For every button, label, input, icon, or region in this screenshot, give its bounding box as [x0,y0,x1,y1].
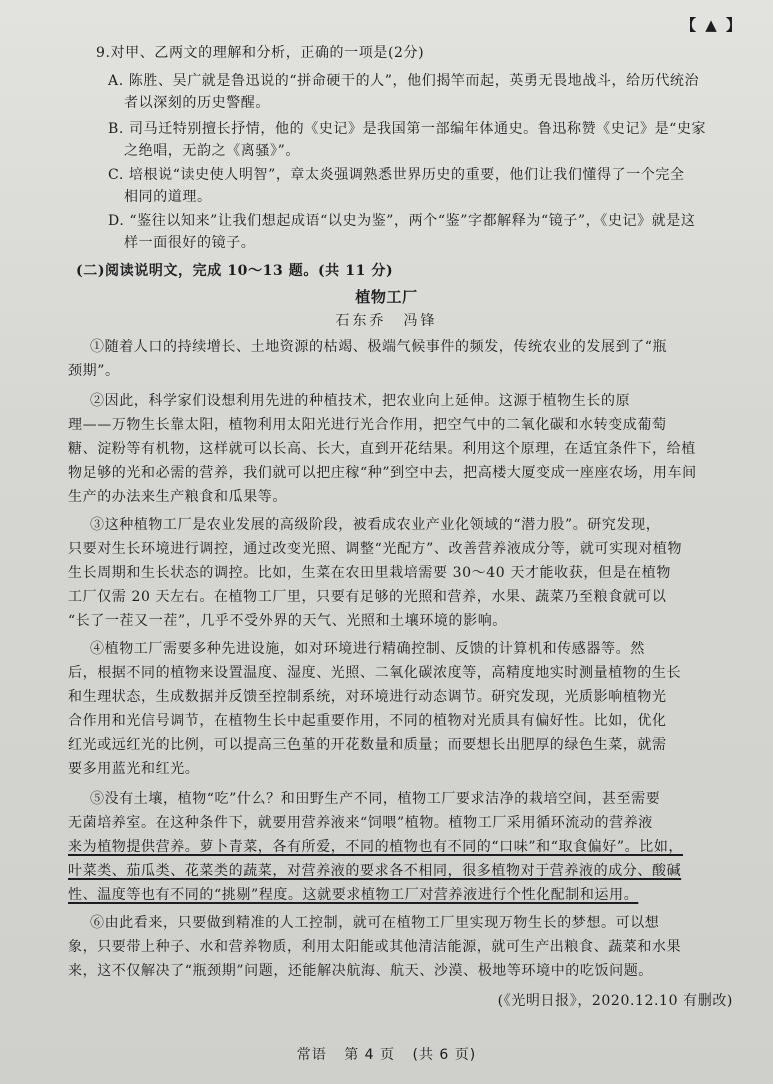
paragraph-3-line-2: 只要对生长环境进行调控，通过改变光照、调整“光配方”、改善营养液成分等，就可实现对植物 [68,541,683,557]
page-footer [0,1044,773,1064]
option-d-line-1: D. “鉴往以知来”让我们想起成语“以史为鉴”，两个“鉴”字都解释为“镜子”，《史记》就是这 [108,213,696,229]
paragraph-3-line-1: ③这种植物工厂是农业发展的高级阶段，被看成农业产业化领域的“潜力股”。研究发现， [90,517,661,533]
paragraph-4-line-4: 合作用和光信号调节，在植物生长中起重要作用，不同的植物对光质具有偏好性。比如，优化 [68,713,667,729]
paragraph-4-line-5: 红光或远红光的比例，可以提高三色堇的开花数量和质量；而要想长出肥厚的绿色生菜，就需 [68,737,667,753]
paragraph-2-line-3: 糖、淀粉等有机物，这样就可以长高、长大，直到开花结果。利用这个原理，在适宜条件下，给植 [68,441,696,457]
paragraph-4-line-1: ④植物工厂需要多种先进设施，如对环境进行精确控制、反馈的计算机和传感器等。然 [90,641,645,657]
paragraph-6-line-3: 来，这不仅解决了“瓶颈期”问题，还能解决航海、航天、沙漠、极地等环境中的吃饭问题。 [68,963,653,979]
corner-badge: 【 ▲ 】 [681,16,743,34]
paragraph-4-line-2: 后，根据不同的植物来设置温度、湿度、光照、二氧化碳浓度等，高精度地实时测量植物的生长 [68,665,682,681]
option-a-line-2: 者以深刻的历史警醒。 [124,95,270,111]
paragraph-5-line-5: 性、温度等也有不同的“挑剔”程度。这就要求植物工厂对营养液进行个性化配制和运用。 [68,887,639,903]
option-c-line-2: 相同的道理。 [124,189,212,205]
article-authors: 石东乔 冯锋 [335,313,438,329]
paragraph-6-line-2: 象，只要带上种子、水和营养物质，利用太阳能或其他清洁能源，就可生产出粮食、蔬菜和水果 [68,939,682,955]
footer-subject: 常语 [296,1047,327,1063]
paragraph-3-line-4: 工厂仅需 20 天左右。在植物工厂里，只要有足够的光照和营养，水果、蔬菜乃至粮食就可以 [68,589,667,605]
paragraph-3-line-3: 生长周期和生长状态的调控。比如，生菜在农田里栽培需要 30～40 天才能收获，但是在植物 [68,565,671,581]
option-b-line-2: 之绝唱，无韵之《离骚》”。 [124,143,300,159]
paragraph-4-line-6: 要多用蓝光和红光。 [68,761,200,777]
paragraph-5-line-3: 来为植物提供营养。萝卜青菜，各有所爱，不同的植物也有不同的“口味”和“取食偏好”。比如， [68,839,684,855]
article-title: 植物工厂 [355,288,418,306]
paragraph-2-line-2: 理——万物生长靠太阳，植物利用太阳光进行光合作用，把空气中的二氧化碳和水转变成葡萄 [68,417,667,433]
paragraph-2-line-1: ②因此，科学家们设想利用先进的种植技术，把农业向上延伸。这源于植物生长的原 [90,393,631,409]
footer-page-number: 第 4 页 [344,1047,396,1063]
paragraph-3-line-5: “长了一茬又一茬”，几乎不受外界的天气、光照和土壤环境的影响。 [68,613,507,629]
footer-total-pages: (共 6 页) [412,1047,477,1063]
question-9-stem: 9.对甲、乙两文的理解和分析，正确的一项是(2分) [96,45,425,61]
paragraph-5-line-2: 无菌培养室。在这种条件下，就要用营养液来“饲喂”植物。植物工厂采用循环流动的营养液 [68,815,653,831]
paragraph-1-line-1: ①随着人口的持续增长、土地资源的枯竭、极端气候事件的频发，传统农业的发展到了“瓶 [90,339,668,355]
article-source: (《光明日报》，2020.12.10 有删改) [497,993,733,1009]
paragraph-5-line-4: 叶菜类、茄瓜类、花菜类的蔬菜，对营养液的要求各不相同，很多植物对于营养液的成分、酸碱 [68,863,682,879]
paragraph-6-line-1: ⑥由此看来，只要做到精准的人工控制，就可在植物工厂里实现万物生长的梦想。可以想 [90,915,660,931]
paragraph-4-line-3: 和生理状态，生成数据并反馈至控制系统，对环境进行动态调节。研究发现，光质影响植物光 [68,689,667,705]
paragraph-2-line-4: 物足够的光和必需的营养，我们就可以把庄稼“种”到空中去，把高楼大厦变成一座座农场，用车间 [68,465,697,481]
option-d-line-2: 样一面很好的镜子。 [124,235,256,251]
paragraph-2-line-5: 生产的办法来生产粮食和瓜果等。 [68,489,287,505]
option-b-line-1: B. 司马迁特别擅长抒情，他的《史记》是我国第一部编年体通史。鲁迅称赞《史记》是“史家 [108,121,707,137]
paragraph-1-line-2: 颈期”。 [68,363,120,379]
option-a-line-1: A. 陈胜、吴广就是鲁迅说的“拼命硬干的人”，他们揭竿而起，英勇无畏地战斗，给历代统治 [108,73,700,89]
section-heading: (二)阅读说明文，完成 10～13 题。(共 11 分) [76,263,394,279]
paragraph-5-line-1: ⑤没有土壤，植物“吃”什么？和田野生产不同，植物工厂要求洁净的栽培空间，甚至需要 [90,791,661,807]
option-c-line-1: C. 培根说“读史使人明智”，章太炎强调熟悉世界历史的重要，他们让我们懂得了一个完全 [108,167,685,183]
